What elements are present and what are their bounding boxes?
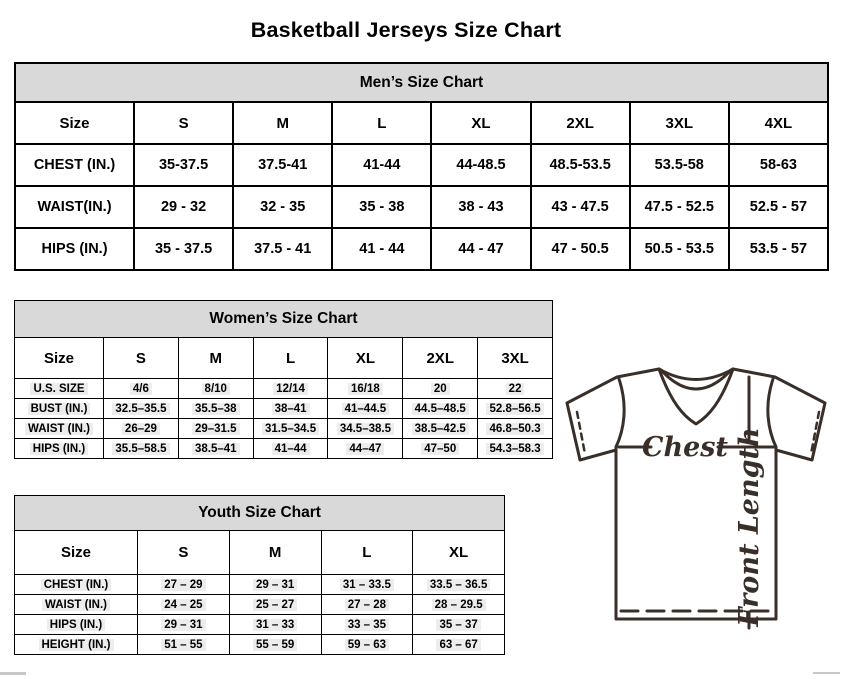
- column-header: XL: [413, 531, 505, 575]
- womens-size-table: [14, 300, 553, 459]
- page-title: Basketball Jerseys Size Chart: [250, 18, 562, 43]
- size-value-cell: [321, 595, 413, 615]
- size-value-cell: [138, 615, 230, 635]
- size-value-cell: [431, 144, 530, 186]
- size-value: 27 – 29: [161, 579, 205, 591]
- row-label: [15, 399, 104, 419]
- size-value: 47.5 - 52.5: [644, 199, 714, 215]
- size-value: 41–44.5: [342, 403, 390, 415]
- column-header-row: [15, 531, 505, 575]
- table-row: [15, 575, 505, 595]
- row-label-text: U.S. SIZE: [30, 383, 87, 395]
- size-value-cell: [328, 419, 403, 439]
- row-label: [15, 186, 134, 228]
- size-value: 55 – 59: [253, 639, 297, 651]
- size-value: 27 – 28: [345, 599, 389, 611]
- size-value-cell: [321, 575, 413, 595]
- table-row: [15, 379, 553, 399]
- column-header: Size: [15, 531, 138, 575]
- size-value: 31.5–34.5: [262, 423, 319, 435]
- size-value: 52.8–56.5: [486, 403, 543, 415]
- column-header: S: [134, 102, 233, 144]
- column-header: M: [229, 531, 321, 575]
- size-value: 59 – 63: [345, 639, 389, 651]
- size-value: 35 - 37.5: [154, 241, 213, 257]
- size-value-cell: [403, 379, 478, 399]
- size-value: 8/10: [202, 383, 230, 395]
- size-value: 38 - 43: [458, 199, 504, 215]
- row-label-text: BUST (IN.): [28, 403, 91, 415]
- size-value: 29 - 32: [160, 199, 207, 215]
- size-value-cell: [531, 228, 630, 270]
- size-value-cell: [104, 379, 179, 399]
- row-label-text: WAIST (IN.): [42, 599, 110, 611]
- column-header: 3XL: [478, 338, 553, 379]
- row-label-text: CHEST (IN.): [41, 579, 112, 591]
- size-value-cell: [229, 615, 321, 635]
- size-value: 38–41: [272, 403, 310, 415]
- size-value: 32 - 35: [260, 199, 306, 215]
- size-value: 12/14: [273, 383, 308, 395]
- row-label: [15, 575, 138, 595]
- scrollbar-fragment-right: [813, 672, 840, 674]
- jersey-right-armhole: [768, 379, 776, 447]
- size-value-cell: [253, 379, 328, 399]
- size-value: 44 - 47: [458, 241, 504, 257]
- table-row: [15, 615, 505, 635]
- size-value: 20: [431, 383, 450, 395]
- size-value: 33.5 – 36.5: [427, 579, 491, 591]
- size-value: 47–50: [421, 443, 459, 455]
- size-value: 52.5 - 57: [749, 199, 808, 215]
- size-value-cell: [413, 575, 505, 595]
- size-value: 51 – 55: [161, 639, 205, 651]
- size-value-cell: [233, 186, 332, 228]
- size-value-cell: [413, 635, 505, 655]
- size-value: 37.5-41: [258, 157, 308, 173]
- scrollbar-fragment-left: [0, 672, 26, 675]
- size-value-cell: [729, 144, 828, 186]
- size-value-cell: [328, 399, 403, 419]
- mens-size-table: [14, 62, 829, 271]
- size-value-cell: [403, 399, 478, 419]
- column-header: Size: [15, 102, 134, 144]
- size-value-cell: [478, 379, 553, 399]
- size-value: 26–29: [122, 423, 160, 435]
- size-value-cell: [229, 575, 321, 595]
- row-label-text: HIPS (IN.): [30, 443, 88, 455]
- size-value-cell: [134, 186, 233, 228]
- size-value-cell: [431, 186, 530, 228]
- size-value-cell: [413, 595, 505, 615]
- size-value-cell: [321, 615, 413, 635]
- column-header: 2XL: [403, 338, 478, 379]
- size-value-cell: [478, 399, 553, 419]
- size-value-cell: [253, 399, 328, 419]
- size-value: 4/6: [130, 383, 152, 395]
- column-header: M: [233, 102, 332, 144]
- size-value-cell: [138, 575, 230, 595]
- size-value-cell: [478, 439, 553, 459]
- size-value: 33 – 35: [345, 619, 389, 631]
- size-value-cell: [178, 439, 253, 459]
- size-value: 41–44: [272, 443, 310, 455]
- size-value: 31 – 33: [253, 619, 297, 631]
- size-value: 38.5–41: [192, 443, 240, 455]
- row-label: [15, 379, 104, 399]
- table-title-row: [15, 301, 553, 338]
- size-value-cell: [138, 595, 230, 615]
- row-label-text: HEIGHT (IN.): [39, 639, 114, 651]
- size-value-cell: [104, 419, 179, 439]
- column-header: XL: [431, 102, 530, 144]
- table-row: [15, 635, 505, 655]
- youth-size-table: [14, 495, 505, 655]
- row-label-text: HIPS (IN.): [41, 241, 108, 257]
- table-row: [15, 144, 828, 186]
- size-value: 35.5–58.5: [112, 443, 169, 455]
- size-value-cell: [178, 399, 253, 419]
- column-header-row: [15, 102, 828, 144]
- size-value-cell: [104, 399, 179, 419]
- table-row: [15, 186, 828, 228]
- size-value-cell: [321, 635, 413, 655]
- row-label: [15, 635, 138, 655]
- size-value: 54.3–58.3: [486, 443, 543, 455]
- row-label-text: HIPS (IN.): [47, 619, 105, 631]
- table-title: Youth Size Chart: [15, 496, 505, 531]
- size-value-cell: [253, 419, 328, 439]
- size-value: 37.5 - 41: [254, 241, 312, 257]
- size-value: 48.5-53.5: [549, 157, 611, 173]
- size-value: 46.8–50.3: [486, 423, 543, 435]
- table-title: Women’s Size Chart: [15, 301, 553, 338]
- column-header: S: [138, 531, 230, 575]
- size-value: 35 – 37: [436, 619, 480, 631]
- size-value-cell: [328, 379, 403, 399]
- row-label: [15, 615, 138, 635]
- size-value-cell: [630, 228, 729, 270]
- size-value: 63 – 67: [436, 639, 480, 651]
- column-header: 2XL: [531, 102, 630, 144]
- size-value-cell: [104, 439, 179, 459]
- size-value: 41 - 44: [359, 241, 405, 257]
- size-value: 29 – 31: [161, 619, 205, 631]
- column-header: S: [104, 338, 179, 379]
- size-value-cell: [332, 186, 431, 228]
- size-value-cell: [328, 439, 403, 459]
- front-length-label: Front Length: [734, 427, 765, 627]
- column-header: 3XL: [630, 102, 729, 144]
- column-header: L: [253, 338, 328, 379]
- size-value-cell: [253, 439, 328, 459]
- size-value: 24 – 25: [161, 599, 205, 611]
- table-row: [15, 399, 553, 419]
- size-value-cell: [229, 595, 321, 615]
- size-value-cell: [403, 419, 478, 439]
- size-value-cell: [403, 439, 478, 459]
- size-value-cell: [478, 419, 553, 439]
- column-header: L: [321, 531, 413, 575]
- size-value: 25 – 27: [253, 599, 297, 611]
- size-value-cell: [332, 144, 431, 186]
- table-title-row: [15, 496, 505, 531]
- size-value-cell: [229, 635, 321, 655]
- column-header-row: [15, 338, 553, 379]
- jersey-left-armhole: [616, 379, 624, 447]
- size-value: 35.5–38: [192, 403, 240, 415]
- size-value-cell: [233, 144, 332, 186]
- size-value: 29–31.5: [192, 423, 240, 435]
- size-value: 28 – 29.5: [432, 599, 486, 611]
- column-header: Size: [15, 338, 104, 379]
- size-value: 44–47: [346, 443, 384, 455]
- size-value: 35 - 38: [359, 199, 405, 215]
- column-header: XL: [328, 338, 403, 379]
- size-value: 41-44: [363, 157, 401, 173]
- size-value-cell: [630, 144, 729, 186]
- size-value-cell: [233, 228, 332, 270]
- table-row: [15, 595, 505, 615]
- row-label: [15, 228, 134, 270]
- size-value-cell: [138, 635, 230, 655]
- size-value: 58-63: [759, 157, 797, 173]
- column-header: M: [178, 338, 253, 379]
- size-value: 44-48.5: [456, 157, 506, 173]
- size-value: 38.5–42.5: [412, 423, 469, 435]
- size-value: 53.5-58: [654, 157, 704, 173]
- size-value: 35-37.5: [158, 157, 209, 173]
- size-value-cell: [178, 419, 253, 439]
- size-value: 29 – 31: [253, 579, 297, 591]
- row-label: [15, 419, 104, 439]
- row-label-text: WAIST(IN.): [37, 199, 112, 215]
- row-label: [15, 595, 138, 615]
- row-label: [15, 439, 104, 459]
- size-value: 47 - 50.5: [551, 241, 609, 257]
- size-value: 43 - 47.5: [551, 199, 609, 215]
- table-row: [15, 439, 553, 459]
- table-row: [15, 419, 553, 439]
- row-label: [15, 144, 134, 186]
- size-value-cell: [178, 379, 253, 399]
- size-value: 31 – 33.5: [340, 579, 394, 591]
- column-header: L: [332, 102, 431, 144]
- size-value-cell: [413, 615, 505, 635]
- size-value-cell: [332, 228, 431, 270]
- row-label-text: WAIST (IN.): [25, 423, 93, 435]
- size-value: 32.5–35.5: [112, 403, 169, 415]
- size-value-cell: [729, 186, 828, 228]
- row-label-text: CHEST (IN.): [33, 157, 116, 173]
- table-row: [15, 228, 828, 270]
- size-value: 34.5–38.5: [337, 423, 394, 435]
- size-value: 53.5 - 57: [749, 241, 808, 257]
- size-value-cell: [531, 186, 630, 228]
- size-value-cell: [531, 144, 630, 186]
- size-value-cell: [134, 228, 233, 270]
- table-title: Men’s Size Chart: [15, 63, 828, 102]
- table-title-row: [15, 63, 828, 102]
- size-value: 16/18: [348, 383, 383, 395]
- size-value-cell: [431, 228, 530, 270]
- size-value-cell: [134, 144, 233, 186]
- column-header: 4XL: [729, 102, 828, 144]
- chest-label: Chest: [642, 432, 728, 463]
- size-value-cell: [630, 186, 729, 228]
- jersey-diagram: [558, 360, 838, 662]
- size-value: 44.5–48.5: [412, 403, 469, 415]
- size-value: 50.5 - 53.5: [644, 241, 714, 257]
- size-value: 22: [506, 383, 525, 395]
- size-value-cell: [729, 228, 828, 270]
